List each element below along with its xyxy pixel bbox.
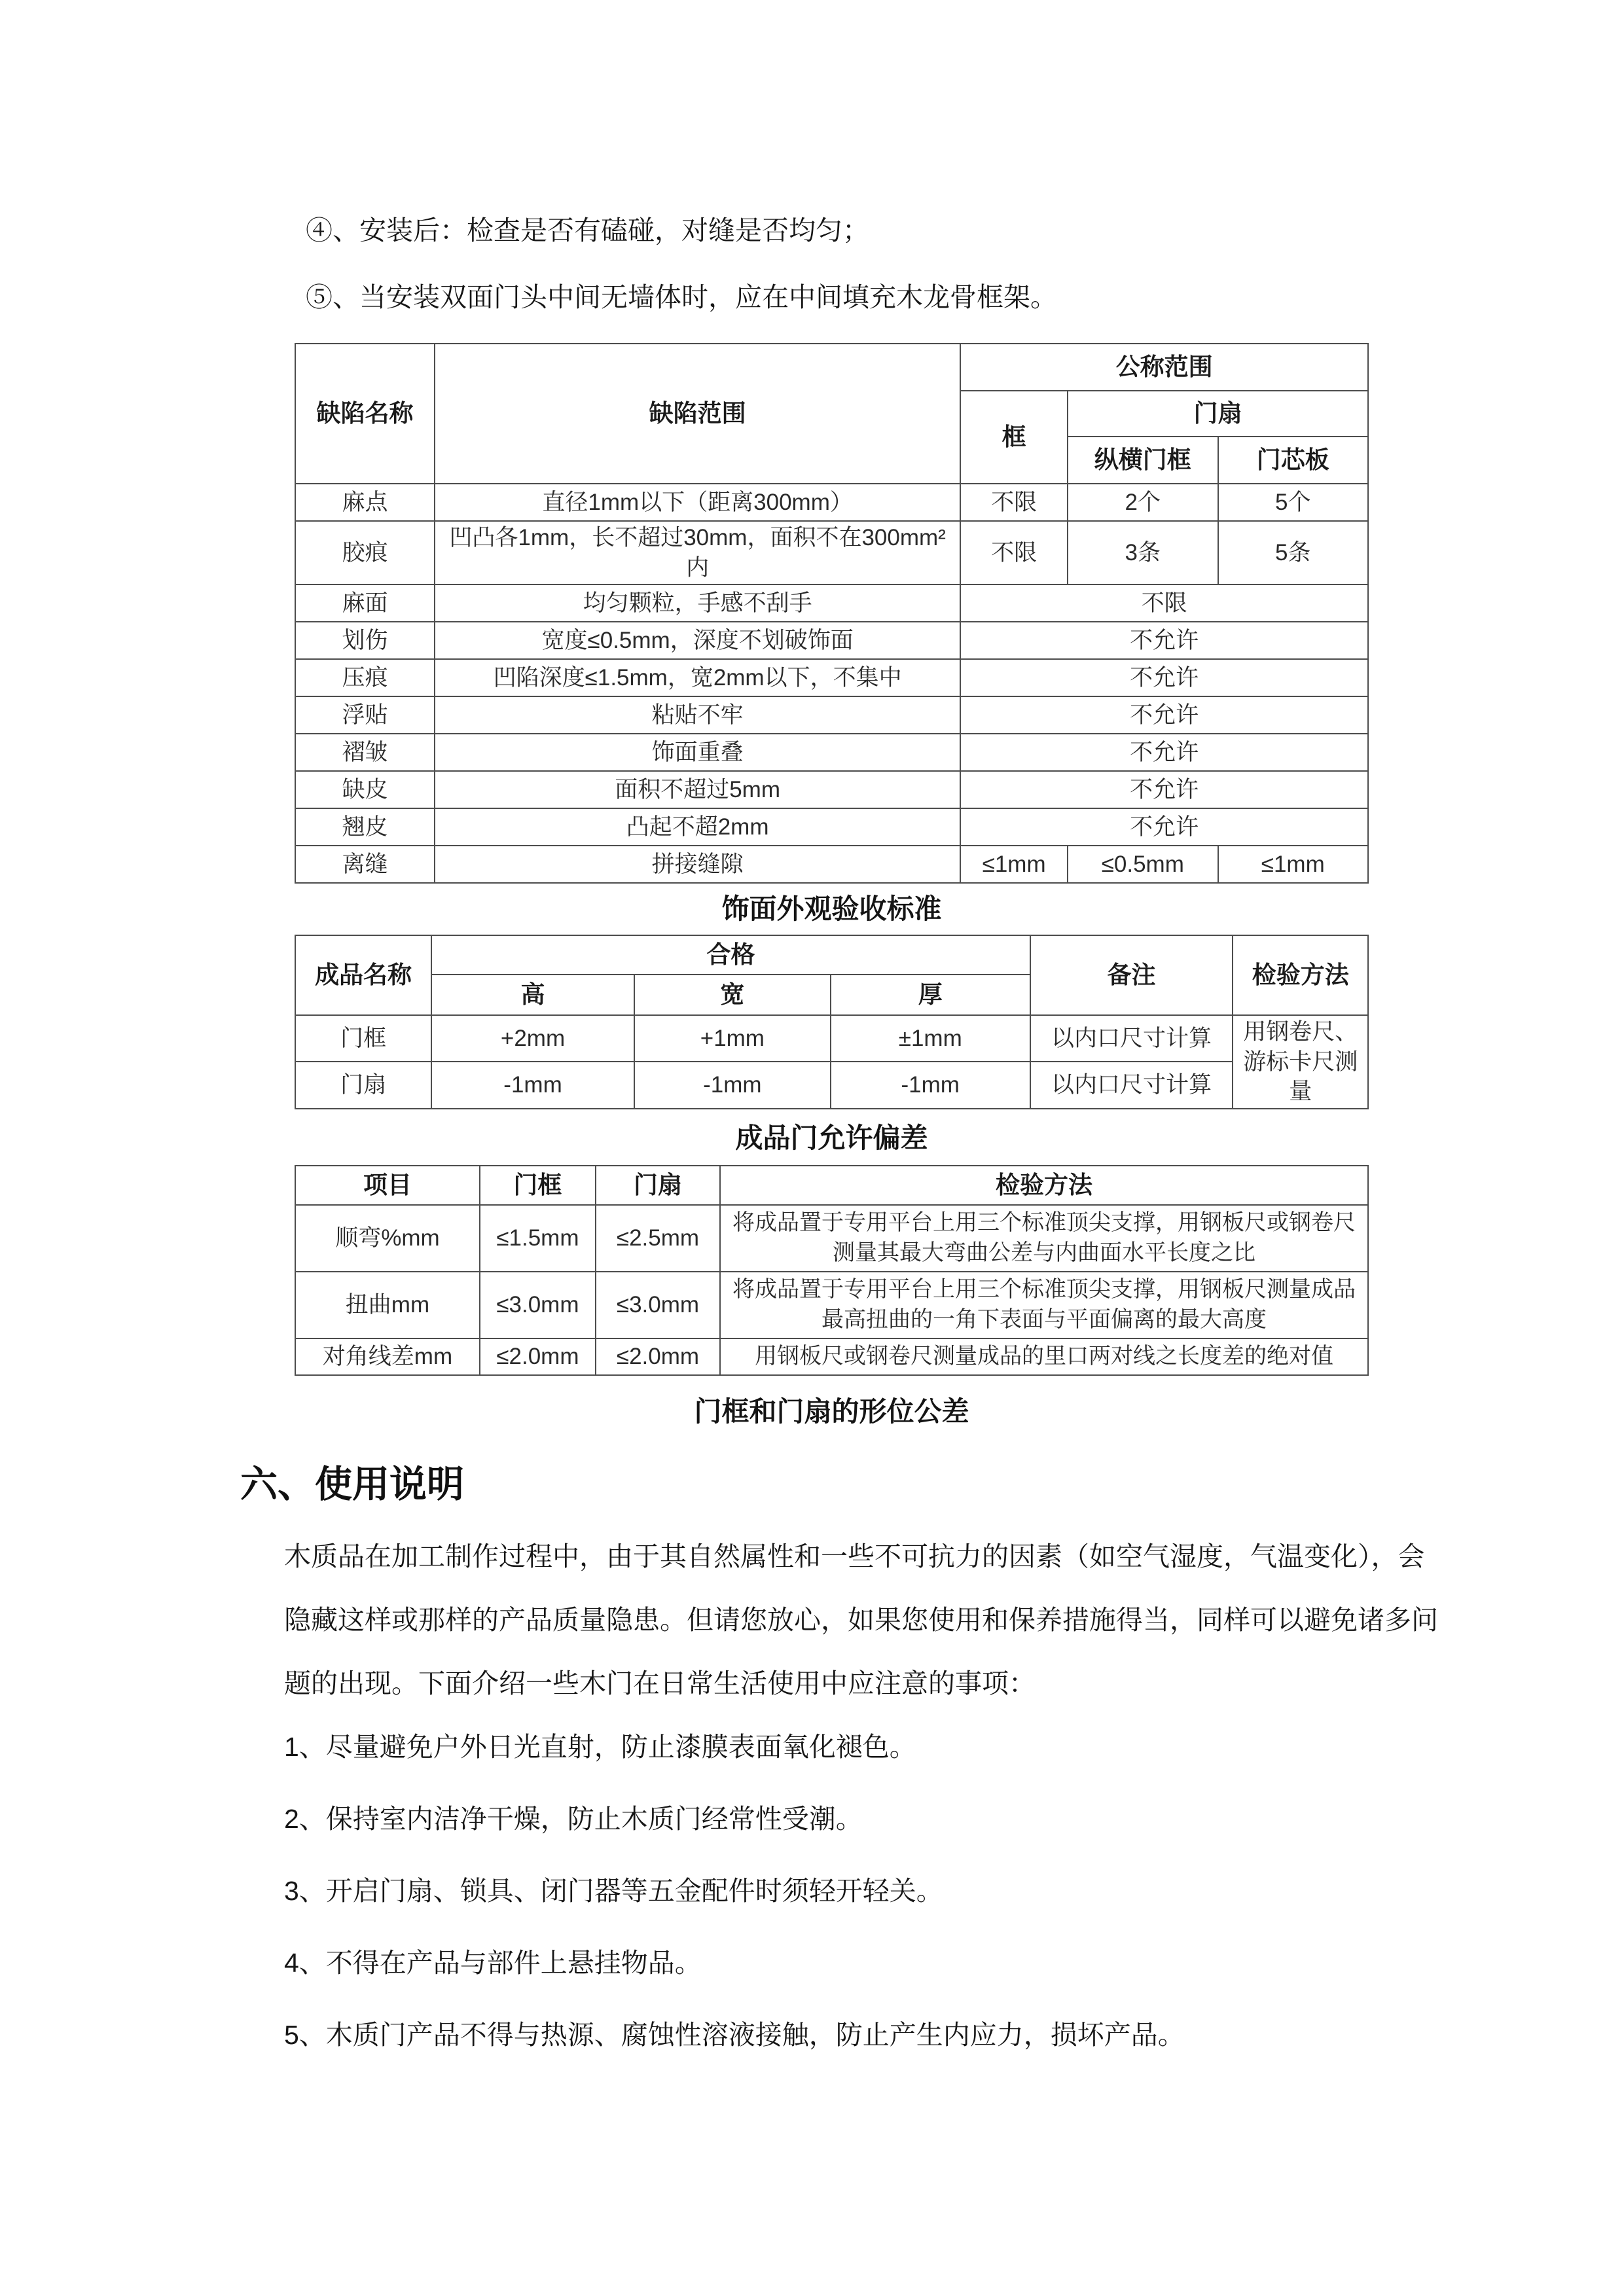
table-cell: ≤2.0mm (596, 1338, 720, 1375)
table-cell-method: 用钢卷尺、游标卡尺测量 (1233, 1015, 1368, 1109)
table-row (295, 659, 1368, 696)
table-cell: 不限 (960, 484, 1068, 521)
table-cell-method: 将成品置于专用平台上用三个标准顶尖支撑，用钢板尺测量成品最高扭曲的一角下表面与平面偏离的最大高度 (720, 1272, 1368, 1338)
table-cell: 以内口尺寸计算 (1030, 1062, 1233, 1108)
table-cell: -1mm (831, 1062, 1030, 1108)
table-cell: 宽度≤0.5mm，深度不划破饰面 (435, 622, 960, 659)
table-cell: 门扇 (295, 1062, 431, 1108)
table-cell: ≤3.0mm (596, 1272, 720, 1338)
table-cell: 麻面 (295, 584, 435, 622)
col-header-method: 检验方法 (720, 1166, 1368, 1205)
table-row (295, 734, 1368, 771)
table-cell: 门框 (295, 1015, 431, 1062)
usage-section (0, 1463, 1624, 2094)
table-cell: 5个 (1218, 484, 1368, 521)
table-cell: 翘皮 (295, 808, 435, 846)
table-row (295, 1272, 1368, 1338)
finish-appearance-table (295, 343, 1369, 884)
table-cell: -1mm (431, 1062, 634, 1108)
table-cell: ±1mm (831, 1015, 1030, 1062)
table-cell: 2个 (1068, 484, 1218, 521)
table-cell: 直径1mm以下（距离300mm） (435, 484, 960, 521)
table-cell: 对角线差mm (295, 1338, 480, 1375)
install-step-5: ⑤、当安装双面门头中间无墙体时，应在中间填充木龙骨框架。 (306, 282, 1057, 312)
table-cell-merged: 不限 (960, 584, 1368, 622)
table-cell: 饰面重叠 (435, 734, 960, 771)
col-header-method: 检验方法 (1233, 935, 1368, 1015)
col-header-defect-range: 缺陷范围 (435, 344, 960, 484)
table3-caption: 门框和门扇的形位公差 (694, 1396, 969, 1427)
table-cell: ≤2.5mm (596, 1205, 720, 1272)
table-cell-merged: 不允许 (960, 659, 1368, 696)
col-header-thickness: 厚 (831, 975, 1030, 1015)
table-cell: -1mm (634, 1062, 831, 1108)
table-cell: 凸起不超2mm (435, 808, 960, 846)
table-cell: 扭曲mm (295, 1272, 480, 1338)
table-row (295, 584, 1368, 622)
table-cell: 5条 (1218, 521, 1368, 584)
table-cell: 粘贴不牢 (435, 696, 960, 734)
table-cell: 拼接缝隙 (435, 846, 960, 883)
col-header-stile-rail-frame: 纵横门框 (1068, 437, 1218, 484)
col-header-core-board: 门芯板 (1218, 437, 1368, 484)
table-cell-merged: 不允许 (960, 622, 1368, 659)
table-row (295, 484, 1368, 521)
table-row (295, 1015, 1368, 1062)
table-cell: ≤3.0mm (480, 1272, 596, 1338)
table-cell: 胶痕 (295, 521, 435, 584)
col-header-door-leaf: 门扇 (1068, 391, 1368, 437)
table-cell: ≤1.5mm (480, 1205, 596, 1272)
table2-caption: 成品门允许偏差 (735, 1122, 928, 1153)
table-cell: 凹陷深度≤1.5mm，宽2mm以下，不集中 (435, 659, 960, 696)
table-row (295, 1062, 1368, 1108)
geometric-tolerance-table (295, 1165, 1369, 1376)
col-header-defect-name: 缺陷名称 (295, 344, 435, 484)
col-header-qualified: 合格 (431, 935, 1030, 975)
list-item: 3、开启门扇、锁具、闭门器等五金配件时须轻开轻关。 (284, 1875, 943, 1906)
table-cell: 浮贴 (295, 696, 435, 734)
table-cell: 压痕 (295, 659, 435, 696)
table-cell-merged: 不允许 (960, 734, 1368, 771)
table-cell-method: 将成品置于专用平台上用三个标准顶尖支撑，用钢板尺或钢卷尺测量其最大弯曲公差与内曲面水平长度之比 (720, 1205, 1368, 1272)
table-row (295, 1338, 1368, 1375)
table-cell: +2mm (431, 1015, 634, 1062)
usage-paragraph (284, 1543, 1624, 1697)
table1-caption: 饰面外观验收标准 (721, 893, 942, 924)
table-cell-method: 用钢板尺或钢卷尺测量成品的里口两对线之长度差的绝对值 (720, 1338, 1368, 1375)
table-cell: ≤2.0mm (480, 1338, 596, 1375)
table-cell: 离缝 (295, 846, 435, 883)
col-header-height: 高 (431, 975, 634, 1015)
table-cell: 缺皮 (295, 771, 435, 808)
col-header-item: 项目 (295, 1166, 480, 1205)
table-row (295, 1205, 1368, 1272)
table-row (295, 622, 1368, 659)
col-header-leaf: 门扇 (596, 1166, 720, 1205)
list-item: 1、尽量避免户外日光直射，防止漆膜表面氧化褪色。 (284, 1731, 916, 1762)
table-row (295, 696, 1368, 734)
table-cell-merged: 不允许 (960, 696, 1368, 734)
list-item: 5、木质门产品不得与热源、腐蚀性溶液接触，防止产生内应力，损坏产品。 (284, 2019, 1185, 2050)
paragraph-line: 木质品在加工制作过程中，由于其自然属性和一些不可抗力的因素（如空气湿度，气温变化），会 (284, 1541, 1425, 1571)
list-item: 2、保持室内洁净干燥，防止木质门经常性受潮。 (284, 1803, 863, 1834)
table-cell: ≤0.5mm (1068, 846, 1218, 883)
table-cell: 面积不超过5mm (435, 771, 960, 808)
table-cell: 以内口尺寸计算 (1030, 1015, 1233, 1062)
table-cell: 均匀颗粒，手感不刮手 (435, 584, 960, 622)
col-header-remark: 备注 (1030, 935, 1233, 1015)
col-header-product-name: 成品名称 (295, 935, 431, 1015)
usage-list (284, 1731, 1624, 2050)
table-row (295, 771, 1368, 808)
col-header-frame: 门框 (480, 1166, 596, 1205)
table-cell: +1mm (634, 1015, 831, 1062)
paragraph-line: 题的出现。下面介绍一些木门在日常生活使用中应注意的事项： (284, 1668, 1036, 1698)
table-cell: ≤1mm (960, 846, 1068, 883)
paragraph-line: 隐藏这样或那样的产品质量隐患。但请您放心，如果您使用和保养措施得当，同样可以避免诸多问 (284, 1604, 1438, 1635)
table-cell: ≤1mm (1218, 846, 1368, 883)
table-cell: 褶皱 (295, 734, 435, 771)
install-step-4: ④、安装后：检查是否有磕碰，对缝是否均匀； (306, 215, 869, 245)
table-cell-merged: 不允许 (960, 771, 1368, 808)
table-row (295, 846, 1368, 883)
section-heading: 六、使用说明 (240, 1463, 464, 1505)
table-cell: 凹凸各1mm，长不超过30mm，面积不在300mm²内 (435, 521, 960, 584)
list-item: 4、不得在产品与部件上悬挂物品。 (284, 1947, 702, 1978)
table-cell: 3条 (1068, 521, 1218, 584)
table-row (295, 808, 1368, 846)
finished-door-deviation-table (295, 935, 1369, 1109)
col-header-width: 宽 (634, 975, 831, 1015)
col-header-nominal-range: 公称范围 (960, 344, 1368, 391)
table-cell: 麻点 (295, 484, 435, 521)
table-cell: 划伤 (295, 622, 435, 659)
table-cell-merged: 不允许 (960, 808, 1368, 846)
table-cell: 顺弯%mm (295, 1205, 480, 1272)
table-cell: 不限 (960, 521, 1068, 584)
col-header-frame: 框 (960, 391, 1068, 484)
table-row (295, 521, 1368, 584)
